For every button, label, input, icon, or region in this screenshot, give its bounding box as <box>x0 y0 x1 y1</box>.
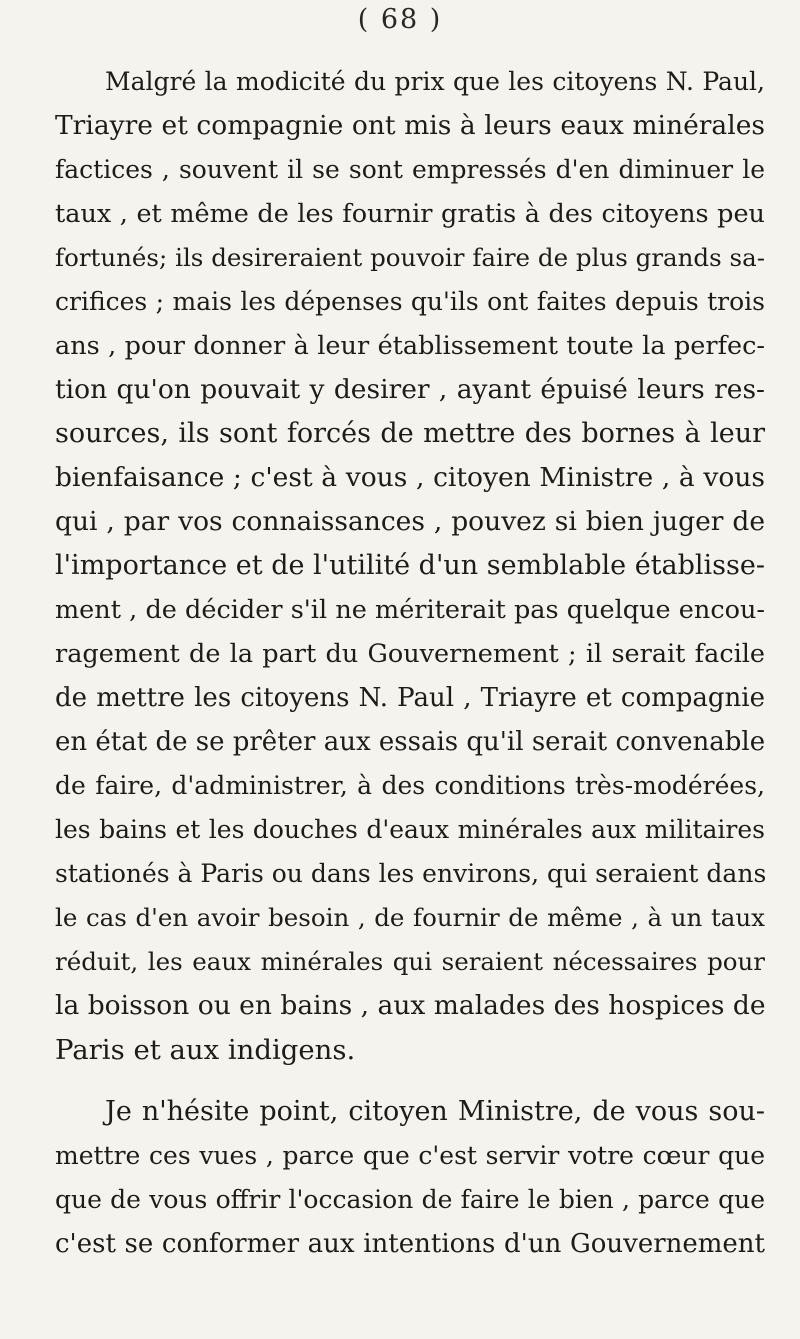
text-line: ment , de décider s'il ne mériterait pas quelque encou- <box>55 595 765 625</box>
text-line: Je n'hésite point, citoyen Ministre, de vous sou- <box>105 1096 765 1127</box>
text-line: stationés à Paris ou dans les environs, qui seraient dans <box>55 859 767 888</box>
text-line: que de vous offrir l'occasion de faire le bien , parce que <box>55 1185 765 1214</box>
text-line: mettre ces vues , parce que c'est servir votre cœur que <box>55 1141 765 1170</box>
text-line: sources, ils sont forcés de mettre des bornes à leur <box>55 418 765 449</box>
text-line: réduit, les eaux minérales qui seraient nécessaires pour <box>55 947 765 976</box>
text-line: ragement de la part du Gouvernement ; il serait facile <box>55 639 765 669</box>
text-line: tion qu'on pouvait y desirer , ayant épuisé leurs res- <box>55 374 765 405</box>
text-line: le cas d'en avoir besoin , de fournir de même , à un taux <box>55 903 765 932</box>
text-line: Triayre et compagnie ont mis à leurs eaux minérales <box>55 110 765 141</box>
page-number: ( 68 ) <box>357 4 443 35</box>
text-line: Malgré la modicité du prix que les citoyens N. Paul, <box>105 67 765 96</box>
text-line: fortunés; ils desireraient pouvoir faire de plus grands sa- <box>55 243 765 272</box>
text-line: factices , souvent il se sont empressés d'en diminuer le <box>55 155 765 184</box>
text-line: Paris et aux indigens. <box>55 1034 356 1066</box>
text-line: en état de se prêter aux essais qu'il serait convenable <box>55 727 766 757</box>
text-line: c'est se conformer aux intentions d'un Gouvernement <box>55 1229 765 1259</box>
text-line: taux , et même de les fournir gratis à des citoyens peu <box>55 199 765 229</box>
text-line: ans , pour donner à leur établissement toute la perfec- <box>55 331 765 361</box>
text-line: crifices ; mais les dépenses qu'ils ont faites depuis trois <box>55 287 765 316</box>
text-line: l'importance et de l'utilité d'un semblable établisse- <box>55 550 765 581</box>
text-line: qui , par vos connaissances , pouvez si bien juger de <box>55 506 765 537</box>
text-line: de mettre les citoyens N. Paul , Triayre et compagnie <box>55 683 765 713</box>
text-line: bienfaisance ; c'est à vous , citoyen Ministre , à vous <box>55 462 765 493</box>
text-line: la boisson ou en bains , aux malades des hospices de <box>55 990 766 1021</box>
text-line: de faire, d'administrer, à des conditions très-modérées, <box>55 771 765 800</box>
text-line: les bains et les douches d'eaux minérales aux militaires <box>55 815 765 844</box>
